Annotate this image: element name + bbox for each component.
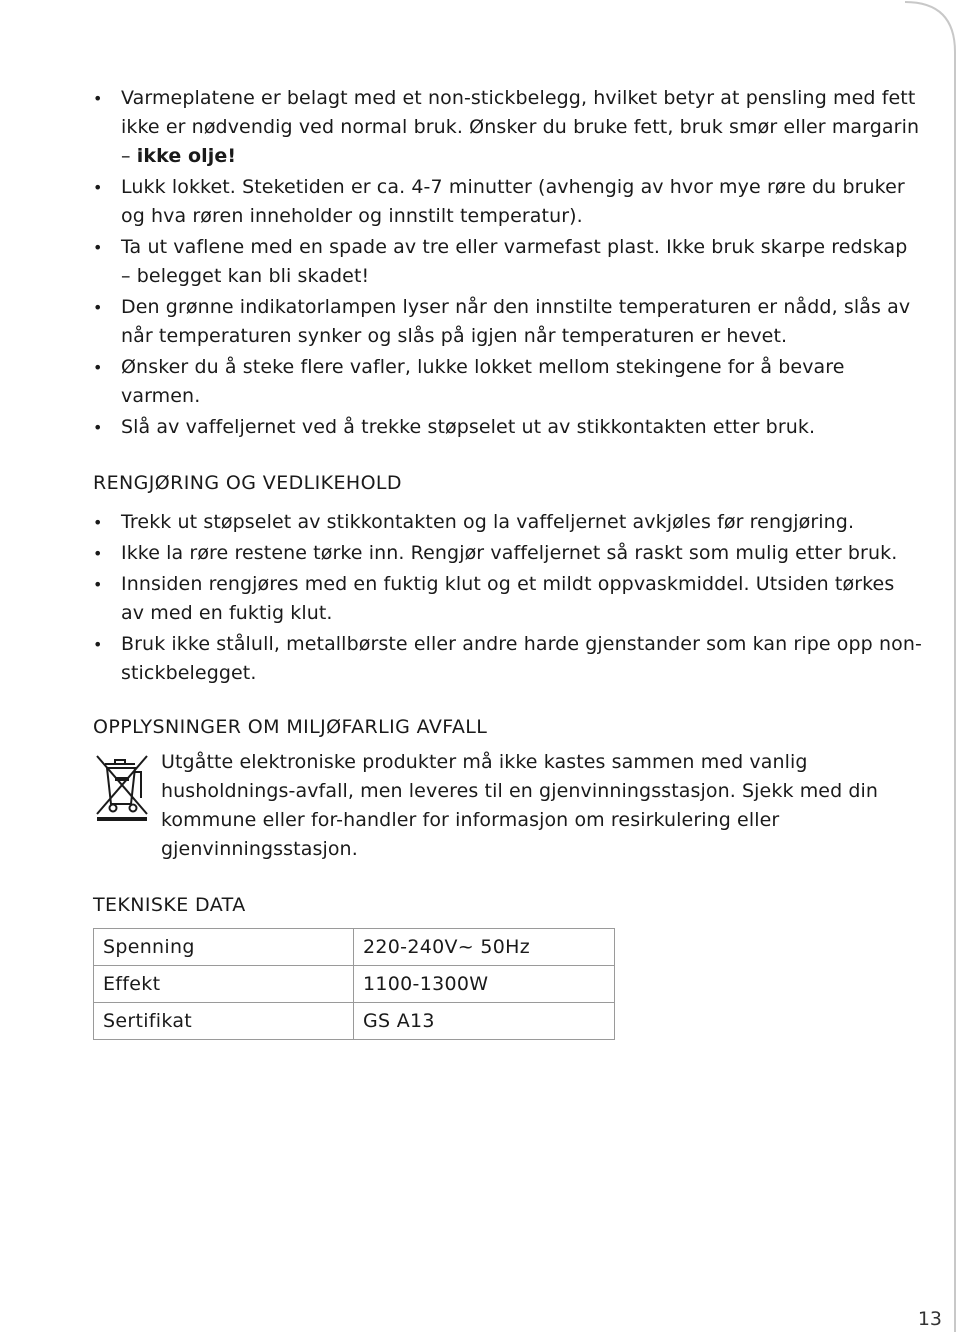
table-row [94, 929, 615, 966]
cleaning-heading: RENGJØRING OG VEDLIKEHOLD [93, 472, 402, 494]
list-item: • Innsiden rengjøres med en fuktig klut og et mildt oppvaskmiddel. Utsiden tørkes av med en fuktig klut. [93, 570, 923, 628]
list-item [93, 84, 923, 171]
tech-data-table [93, 928, 615, 1040]
table-row [94, 966, 615, 1003]
waste-heading: OPPLYSNINGER OM MILJØFARLIG AVFALL [93, 716, 488, 738]
list-item: • Ønsker du å steke flere vafler, lukke lokket mellom stekingene for å bevare varmen. [93, 353, 923, 411]
table-cell-value: 220-240V~ 50Hz [354, 929, 615, 966]
list-item-bold-text: ikke olje! [136, 145, 237, 167]
table-cell-label: Effekt [94, 966, 354, 1003]
waste-section [93, 748, 923, 864]
list-item: • Ta ut vaflene med en spade av tre eller varmefast plast. Ikke bruk skarpe redskap – belegget kan bli skadet! [93, 233, 923, 291]
list-item: • Lukk lokket. Steketiden er ca. 4-7 minutter (avhengig av hvor mye røre du bruker og hva røren inneholder og innstilt temperatur). [93, 173, 923, 231]
usage-instructions-list [93, 84, 923, 442]
table-row [94, 1003, 615, 1040]
list-item: • Den grønne indikatorlampen lyser når den innstilte temperaturen er nådd, slås av når temperaturen synker og slås på igjen når temperaturen er hevet. [93, 293, 923, 351]
list-item: • Ikke la røre restene tørke inn. Rengjør vaffeljernet så raskt som mulig etter bruk. [93, 539, 923, 568]
waste-disposal-text: Utgåtte elektroniske produkter må ikke kastes sammen med vanlig husholdnings-avfall, men leveres til en gjenvinningsstasjon. Sjekk med din kommune eller for-handler for informasjon om resirkulering eller gjenvinningsstasjon. [161, 751, 879, 860]
tech-data-heading: TEKNISKE DATA [93, 894, 246, 916]
table-cell-label: Sertifikat [94, 1003, 354, 1040]
table-cell-label: Spenning [94, 929, 354, 966]
crossed-out-wheelie-bin-icon [93, 750, 151, 822]
cleaning-list [93, 508, 923, 688]
table-cell-value: 1100-1300W [354, 966, 615, 1003]
page-number: 13 [917, 1308, 942, 1330]
list-item: • Trekk ut støpselet av stikkontakten og la vaffeljernet avkjøles før rengjøring. [93, 508, 923, 537]
page-content [93, 84, 923, 1040]
list-item: • Bruk ikke stålull, metallbørste eller andre harde gjenstander som kan ripe opp non-stickbelegget. [93, 630, 923, 688]
list-item: • Slå av vaffeljernet ved å trekke støpselet ut av stikkontakten etter bruk. [93, 413, 923, 442]
table-cell-value: GS A13 [354, 1003, 615, 1040]
list-item-text: Varmeplatene er belagt med et non-stickbelegg, hvilket betyr at pensling med fett ikke er nødvendig ved normal bruk. Ønsker du bruke fett, bruk smør eller margarin – [121, 87, 920, 167]
